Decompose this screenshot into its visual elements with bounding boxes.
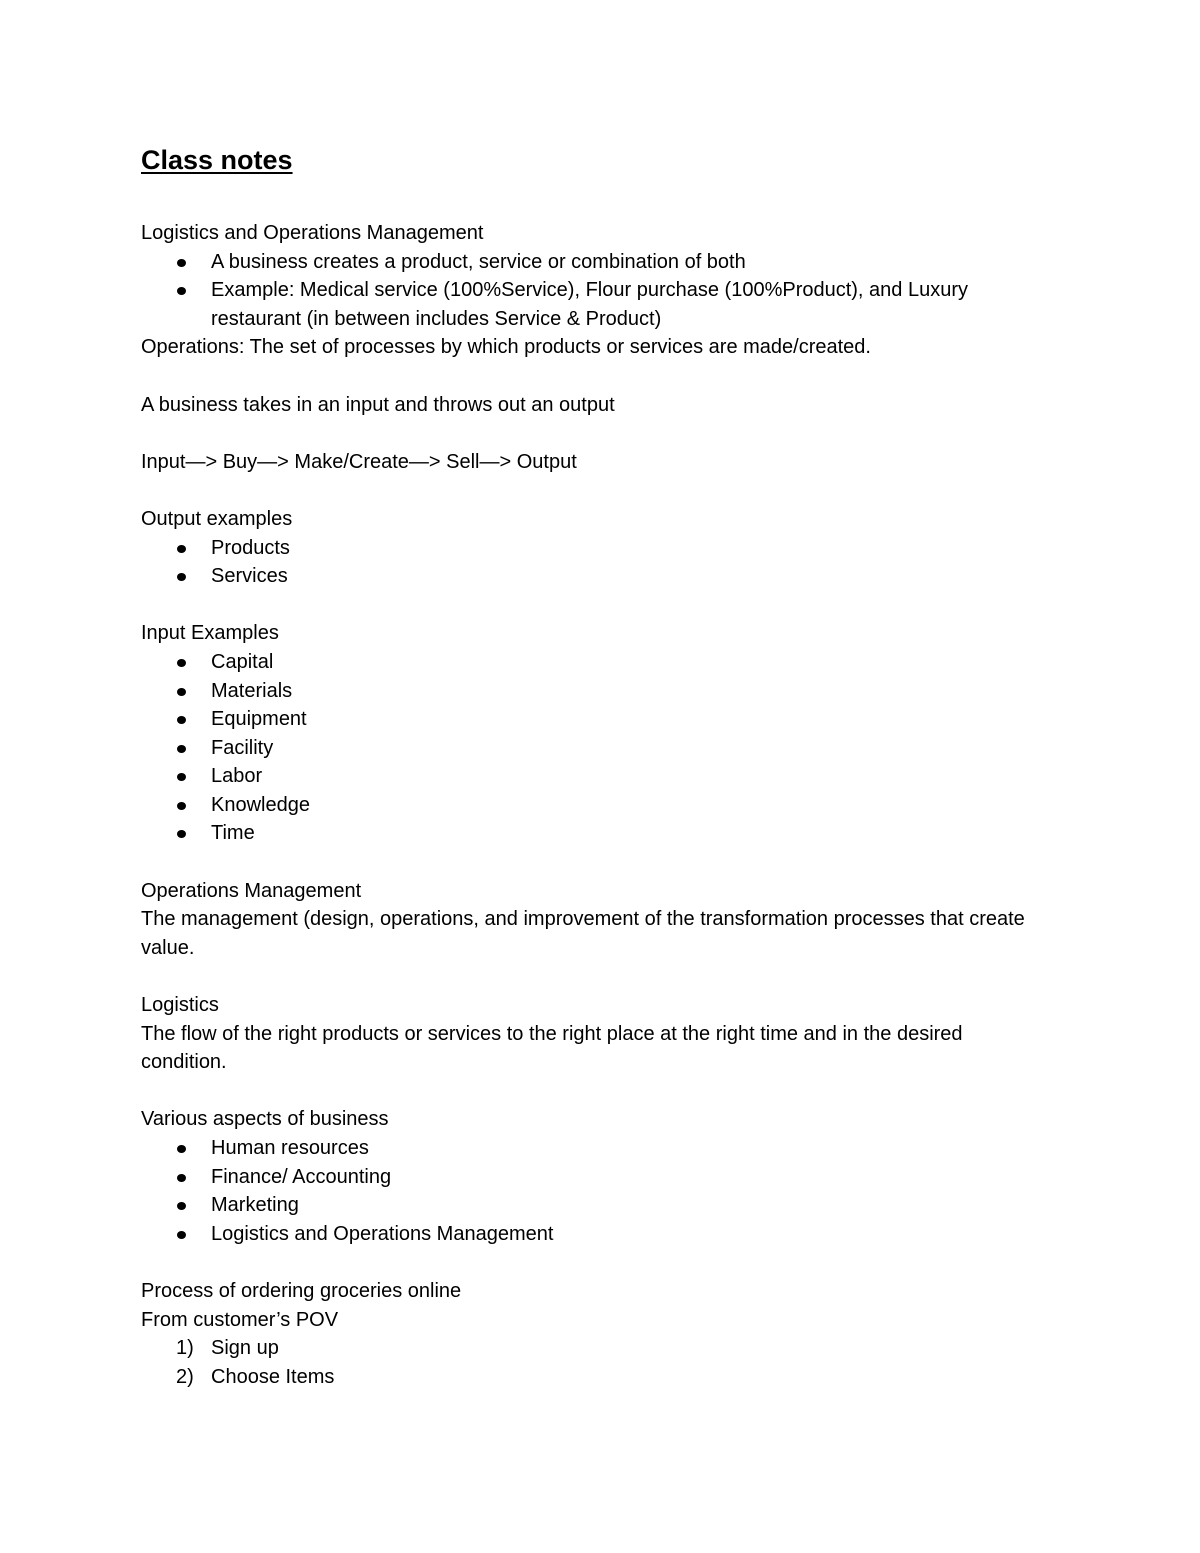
list-item xyxy=(141,791,1041,820)
bullet-icon xyxy=(177,688,186,696)
section-heading-logistics-operations: Logistics and Operations Management xyxy=(141,222,484,244)
list-item xyxy=(141,276,1041,333)
list-item-text: Logistics and Operations Management xyxy=(211,1222,554,1245)
process-flow: Input—> Buy—> Make/Create—> Sell—> Output xyxy=(141,450,577,473)
section1-bullet-list xyxy=(141,248,1041,334)
bullet-icon xyxy=(177,545,186,553)
operations-management-definition: The management (design, operations, and improvement of the transformation processes that create value. xyxy=(141,908,1025,959)
bullet-icon xyxy=(177,259,186,267)
grocery-process-subheading: From customer’s POV xyxy=(141,1308,339,1331)
step-number: 2) xyxy=(176,1365,194,1388)
list-item xyxy=(141,248,1041,277)
bullet-icon xyxy=(177,1231,186,1239)
list-item xyxy=(141,648,1041,677)
list-item-text: Time xyxy=(211,822,255,845)
list-item-text: Equipment xyxy=(211,708,307,731)
aspects-list xyxy=(141,1134,1041,1248)
list-item xyxy=(141,1191,1041,1220)
spacer xyxy=(141,476,1041,505)
list-item xyxy=(141,1163,1041,1192)
bullet-icon xyxy=(177,1202,186,1210)
logistics-definition: The flow of the right products or services to the right place at the right time and in the desired condition. xyxy=(141,1022,963,1074)
list-item-text: Marketing xyxy=(211,1194,299,1217)
list-item-text: Products xyxy=(211,536,290,559)
spacer xyxy=(141,1077,1041,1106)
input-examples-list xyxy=(141,648,1041,848)
list-item xyxy=(141,562,1041,591)
list-item-text: Labor xyxy=(211,765,263,788)
spacer xyxy=(141,962,1041,991)
bullet-icon xyxy=(177,1174,186,1182)
spacer xyxy=(141,1248,1041,1277)
spacer xyxy=(141,362,1041,391)
list-item xyxy=(141,734,1041,763)
list-item xyxy=(141,1134,1041,1163)
document-page xyxy=(141,138,1041,1391)
list-item-text: Knowledge xyxy=(211,793,310,816)
spacer xyxy=(141,848,1041,877)
list-item xyxy=(141,677,1041,706)
output-examples-list xyxy=(141,534,1041,591)
grocery-process-heading: Process of ordering groceries online xyxy=(141,1279,462,1302)
bullet-icon xyxy=(177,802,186,810)
list-item-text: Services xyxy=(211,565,288,588)
bullet-icon xyxy=(177,1145,186,1153)
list-item xyxy=(141,1363,1041,1392)
list-item-text: Choose Items xyxy=(211,1365,335,1388)
bullet-icon xyxy=(177,773,186,781)
list-item xyxy=(141,1220,1041,1249)
grocery-steps-list xyxy=(141,1334,1041,1391)
list-item-text: Facility xyxy=(211,736,274,759)
bullet-icon xyxy=(177,659,186,667)
list-item-text: Human resources xyxy=(211,1137,369,1159)
list-item xyxy=(141,1334,1041,1363)
step-number: 1) xyxy=(176,1337,194,1360)
input-output-statement: A business takes in an input and throws out an output xyxy=(141,393,615,416)
list-item xyxy=(141,819,1041,848)
bullet-icon xyxy=(177,745,186,753)
input-examples-heading: Input Examples xyxy=(141,622,279,645)
spacer xyxy=(141,182,1041,219)
list-item-text: Example: Medical service (100%Service), Flour purchase (100%Product), and Luxury restaurant (in between includes Service & Product) xyxy=(211,279,969,330)
logistics-heading: Logistics xyxy=(141,994,219,1017)
bullet-icon xyxy=(177,830,186,838)
output-examples-heading: Output examples xyxy=(141,507,293,530)
list-item xyxy=(141,534,1041,563)
document-title: Class notes xyxy=(141,145,293,175)
list-item-text: Sign up xyxy=(211,1337,279,1360)
list-item xyxy=(141,762,1041,791)
aspects-heading: Various aspects of business xyxy=(141,1108,389,1131)
list-item xyxy=(141,705,1041,734)
bullet-icon xyxy=(177,287,186,295)
list-item-text: Capital xyxy=(211,650,274,673)
list-item-text: A business creates a product, service or combination of both xyxy=(211,250,746,273)
operations-definition: Operations: The set of processes by which products or services are made/created. xyxy=(141,336,871,359)
bullet-icon xyxy=(177,573,186,581)
bullet-icon xyxy=(177,716,186,724)
operations-management-heading: Operations Management xyxy=(141,879,362,902)
list-item-text: Materials xyxy=(211,679,293,702)
spacer xyxy=(141,419,1041,448)
list-item-text: Finance/ Accounting xyxy=(211,1165,392,1188)
spacer xyxy=(141,591,1041,620)
